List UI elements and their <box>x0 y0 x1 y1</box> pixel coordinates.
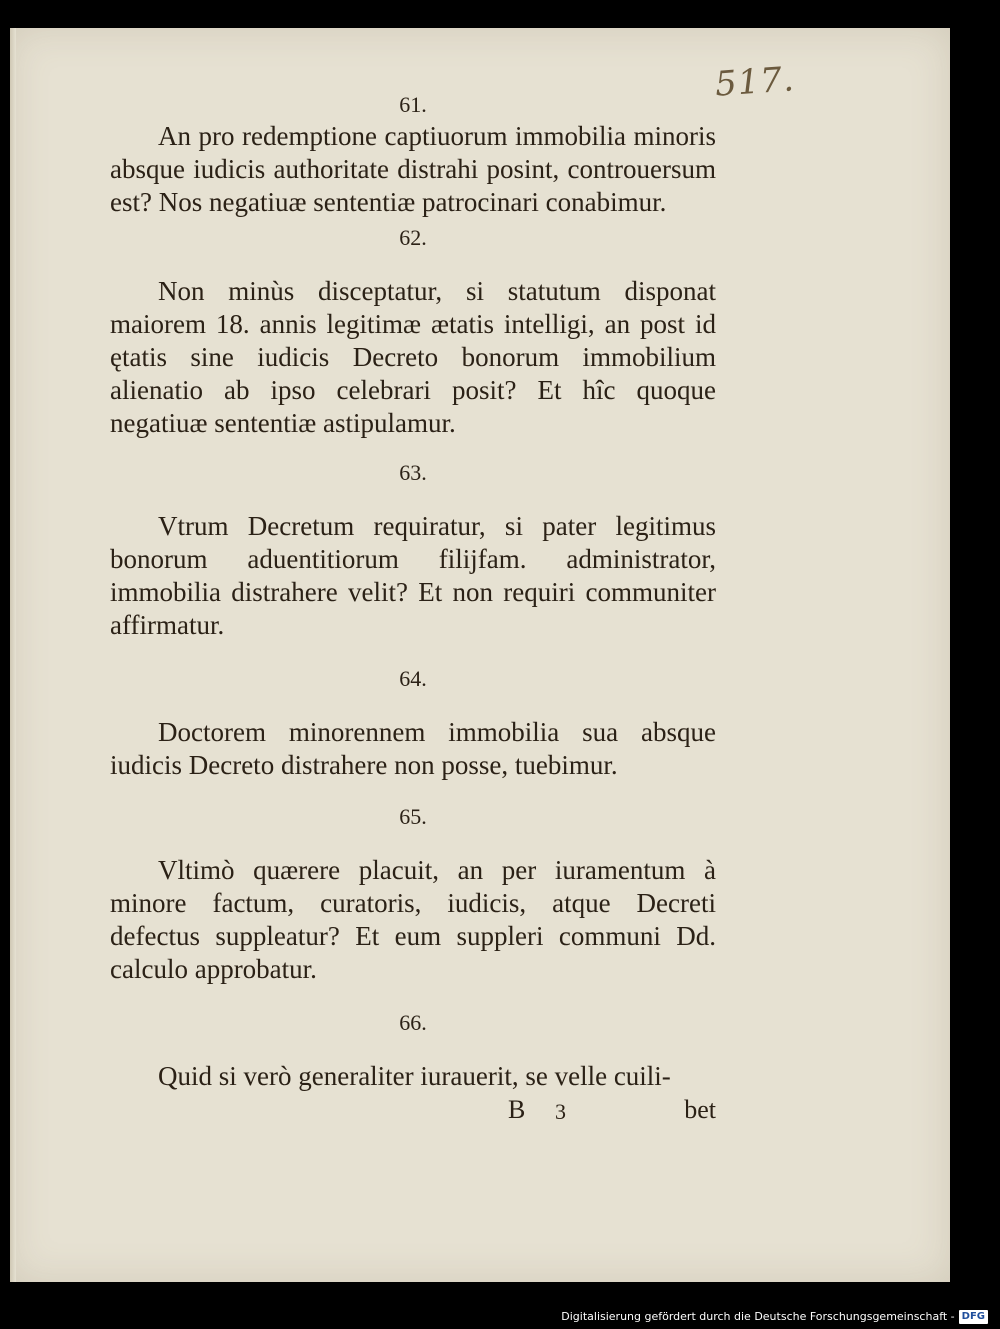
section-paragraph: Quid si verò generaliter iurauerit, se velle cuili- <box>158 1061 671 1091</box>
dfg-logo: DFG <box>959 1310 988 1324</box>
page-spine-shadow <box>10 28 16 1282</box>
digitization-credit <box>561 1309 988 1325</box>
section-paragraph: Non minùs disceptatur, si statutum disponat maiorem 18. annis legitimæ ætatis intelligi, an post id ętatis sine iudicis Decreto bonorum immobilium alienatio ab ipso celebrari posit? Et hîc quoque negatiuæ sententiæ astipulamur. <box>110 276 716 438</box>
catchword: bet <box>684 1095 716 1124</box>
section-paragraph: Vtrum Decretum requiratur, si pater legitimus bonorum aduentitiorum filijfam. administrator, immobilia distrahere velit? Et non requiri communiter affirmatur. <box>110 511 716 640</box>
section-number: 63. <box>399 460 427 485</box>
page-footer <box>110 1093 716 1127</box>
signature-mark: B <box>508 1095 526 1124</box>
section-number: 62. <box>399 225 427 250</box>
section-number: 65. <box>399 804 427 829</box>
page-text-block <box>110 90 716 1127</box>
section-number: 61. <box>399 92 427 117</box>
handwritten-folio-number: 517. <box>713 59 797 105</box>
signature-number: 3 <box>555 1099 566 1124</box>
section-paragraph: Vltimò quærere placuit, an per iuramentum à minore factum, curatoris, iudicis, atque Decreti defectus suppleatur? Et eum suppleri communi Dd. calculo approbatur. <box>110 855 716 984</box>
book-page <box>10 28 950 1282</box>
section-number: 66. <box>399 1010 427 1035</box>
section-paragraph: An pro redemptione captiuorum immobilia minoris absque iudicis authoritate distrahi posint, controuersum est? Nos negatiuæ sententiæ patrocinari conabimur. <box>110 121 716 217</box>
credit-text: Digitalisierung gefördert durch die Deutsche Forschungsgemeinschaft - <box>561 1310 955 1323</box>
section-number: 64. <box>399 666 427 691</box>
section-paragraph: Doctorem minorennem immobilia sua absque iudicis Decreto distrahere non posse, tuebimur. <box>110 717 716 780</box>
